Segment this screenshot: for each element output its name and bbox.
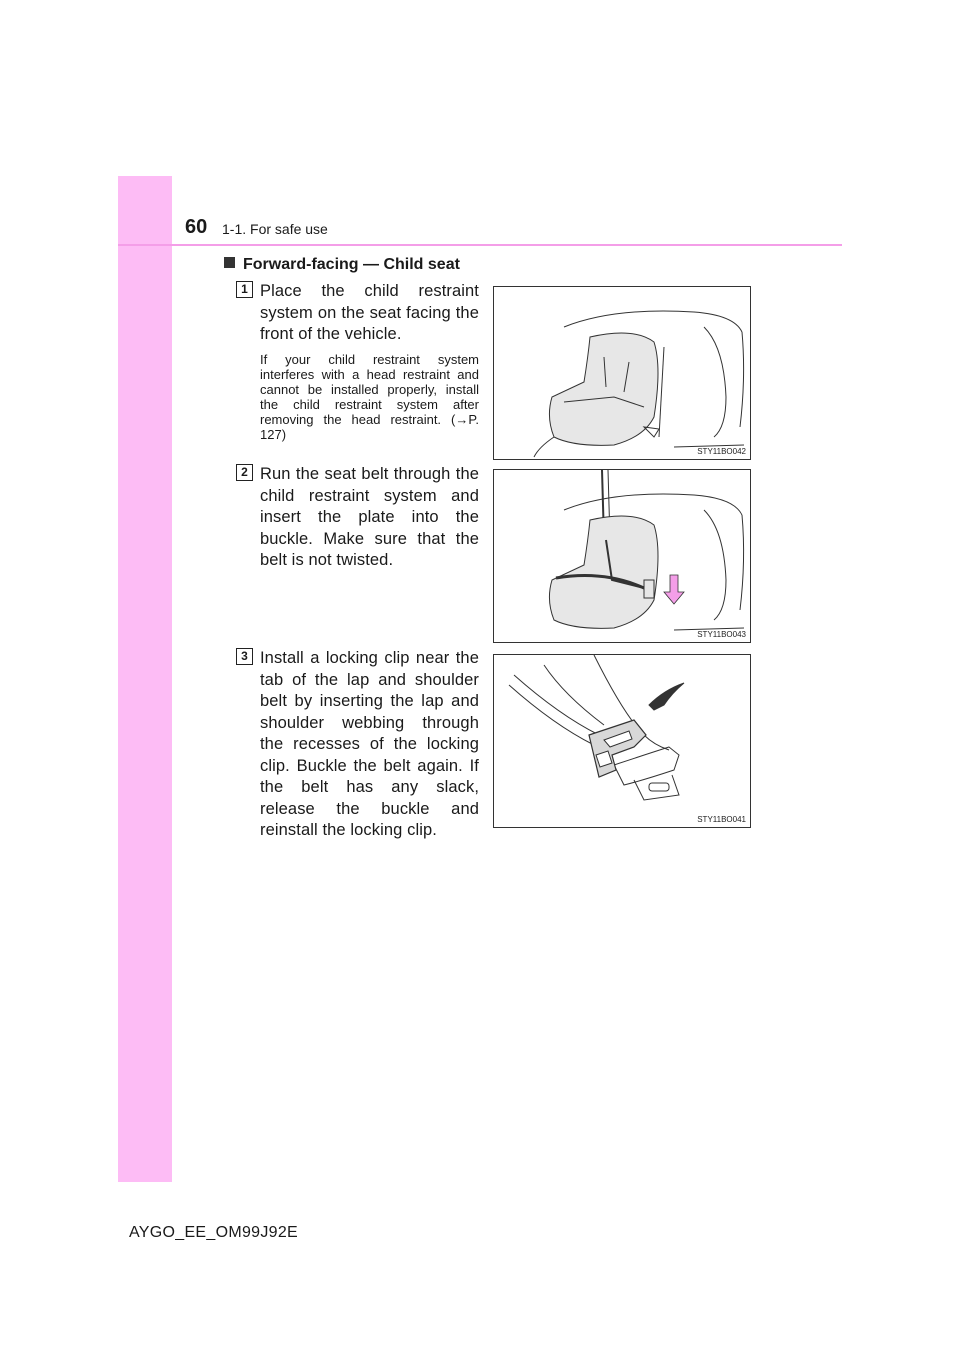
header-rule xyxy=(118,244,842,246)
locking-clip-illustration xyxy=(494,655,750,827)
step-text-1: Place the child restraint system on the seat facing the front of the vehicle. xyxy=(260,282,479,343)
square-bullet-icon xyxy=(224,257,235,268)
figure-code: STY11BO041 xyxy=(697,815,746,824)
page-number: 60 xyxy=(185,216,208,238)
figure-seat-belt xyxy=(493,469,751,643)
figure-child-seat xyxy=(493,286,751,460)
section-title: 1-1. For safe use xyxy=(222,221,328,237)
step-text-2: Run the seat belt through the child restraint system and insert the plate into the buckle. Make sure that the belt is not twisted. xyxy=(260,465,479,569)
step-note-1: If your child restraint system interferes with a head restraint and cannot be installed properly, install the child restraint system after removing the head restraint. (→P. 127) xyxy=(260,352,479,442)
step-text-3: Install a locking clip near the tab of the lap and shoulder belt by inserting the lap and shoulder webbing through the recesses of the locking clip. Buckle the belt again. If the belt has any slack, release the buckle and reinstall the locking clip. xyxy=(260,649,479,839)
sidebar-tab xyxy=(118,176,172,1182)
child-seat-forward-illustration xyxy=(494,287,750,459)
figure-code: STY11BO042 xyxy=(697,447,746,456)
document-code: AYGO_EE_OM99J92E xyxy=(129,1224,299,1241)
figure-locking-clip xyxy=(493,654,751,828)
step-number-3: 3 xyxy=(236,648,253,665)
seat-belt-buckle-illustration xyxy=(494,470,750,642)
section-heading xyxy=(224,256,460,274)
figure-code: STY11BO043 xyxy=(697,630,746,639)
heading-text: Forward-facing — Child seat xyxy=(243,256,460,273)
step-number-2: 2 xyxy=(236,464,253,481)
step-number-1: 1 xyxy=(236,281,253,298)
